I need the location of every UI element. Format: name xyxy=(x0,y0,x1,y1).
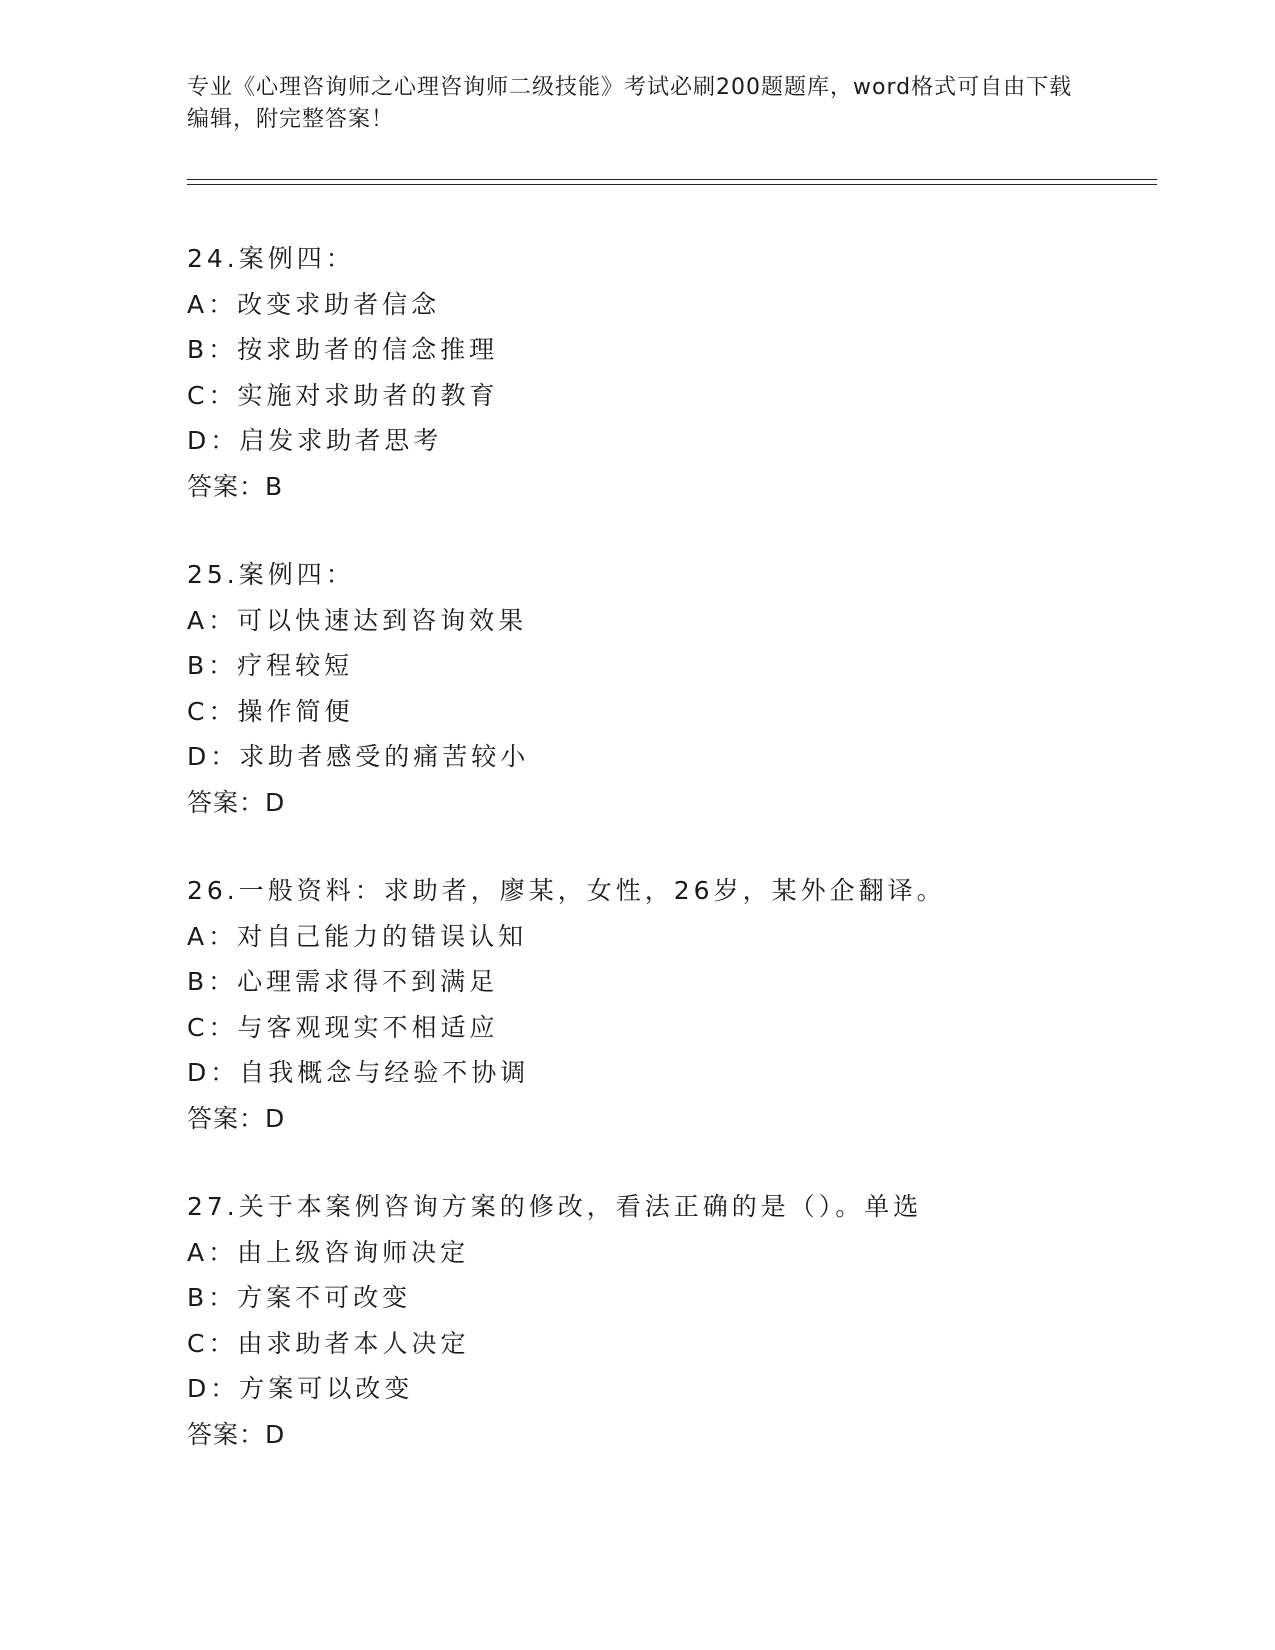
option-d: D：自我概念与经验不协调 xyxy=(187,1058,530,1087)
option-c: C：与客观现实不相适应 xyxy=(187,1012,499,1042)
option-b: B：疗程较短 xyxy=(187,651,354,680)
option-d: D：方案可以改变 xyxy=(187,1374,414,1403)
header-divider-top xyxy=(187,179,1157,180)
option-a: A：对自己能力的错误认知 xyxy=(187,921,528,951)
option-c: C：由求助者本人决定 xyxy=(187,1328,470,1358)
option-b: B：按求助者的信念推理 xyxy=(187,335,499,364)
question-stem: 25.案例四： xyxy=(187,560,355,589)
question-item xyxy=(187,1184,1157,1457)
answer-line: 答案：D xyxy=(187,1103,286,1133)
option-a: A：由上级咨询师决定 xyxy=(187,1237,470,1267)
answer-line: 答案：D xyxy=(187,1419,286,1449)
question-item xyxy=(187,552,1157,825)
option-b: B：方案不可改变 xyxy=(187,1283,412,1312)
question-stem: 27.关于本案例咨询方案的修改，看法正确的是（）。单选 xyxy=(187,1192,923,1221)
question-stem: 26.一般资料：求助者，廖某，女性，26岁，某外企翻译。 xyxy=(187,876,946,905)
option-d: D：启发求助者思考 xyxy=(187,426,443,455)
answer-line: 答案：B xyxy=(187,471,284,501)
question-stem: 24.案例四： xyxy=(187,244,355,273)
document-header: 专业《心理咨询师之心理咨询师二级技能》考试必刷200题题库，word格式可自由下载编辑，附完整答案！ xyxy=(187,75,1073,132)
header-divider-bottom xyxy=(187,184,1157,185)
question-item xyxy=(187,868,1157,1141)
question-list xyxy=(187,236,1157,1500)
answer-line: 答案：D xyxy=(187,787,286,817)
option-b: B：心理需求得不到满足 xyxy=(187,967,499,996)
option-c: C：操作简便 xyxy=(187,696,354,726)
option-a: A：可以快速达到咨询效果 xyxy=(187,605,528,635)
option-d: D：求助者感受的痛苦较小 xyxy=(187,742,530,771)
question-item xyxy=(187,236,1157,509)
option-a: A：改变求助者信念 xyxy=(187,289,441,319)
option-c: C：实施对求助者的教育 xyxy=(187,380,499,410)
